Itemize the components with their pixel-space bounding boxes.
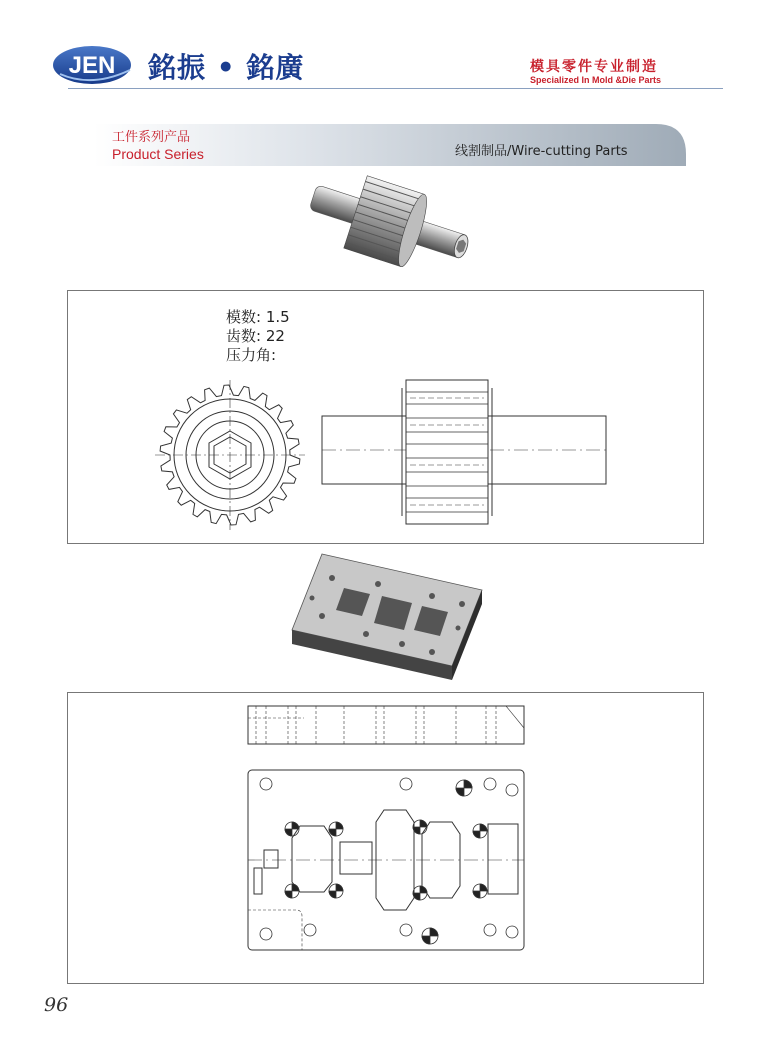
- plate-side-view-drawing: [244, 704, 528, 748]
- slogan-chinese: 模具零件专业制造: [530, 59, 658, 75]
- plate-top-view-drawing: [244, 768, 528, 954]
- gear-side-view-drawing: [318, 378, 610, 526]
- gear-front-view-drawing: [155, 380, 305, 530]
- gear-shaft-render-image: [298, 170, 473, 280]
- product-series-title-en: Product Series: [112, 146, 204, 162]
- brand-name: 銘振 • 銘廣: [148, 51, 305, 84]
- gear-spec-teeth: 齿数: 22: [226, 327, 285, 345]
- logo-text: JEN: [68, 52, 116, 79]
- category-label: 线割制品/Wire-cutting Parts: [455, 144, 628, 159]
- gear-spec-pressure-angle: 压力角:: [226, 346, 277, 364]
- slogan-english: Specialized In Mold &Die Parts: [530, 75, 662, 85]
- gear-spec-module: 模数: 1.5: [226, 308, 290, 326]
- wire-cut-plate-render-image: [282, 548, 492, 688]
- product-series-title-cn: 工件系列产品: [112, 130, 191, 145]
- page-number: 96: [44, 994, 69, 1016]
- header-divider: [68, 88, 723, 89]
- jen-logo-icon: [52, 44, 134, 86]
